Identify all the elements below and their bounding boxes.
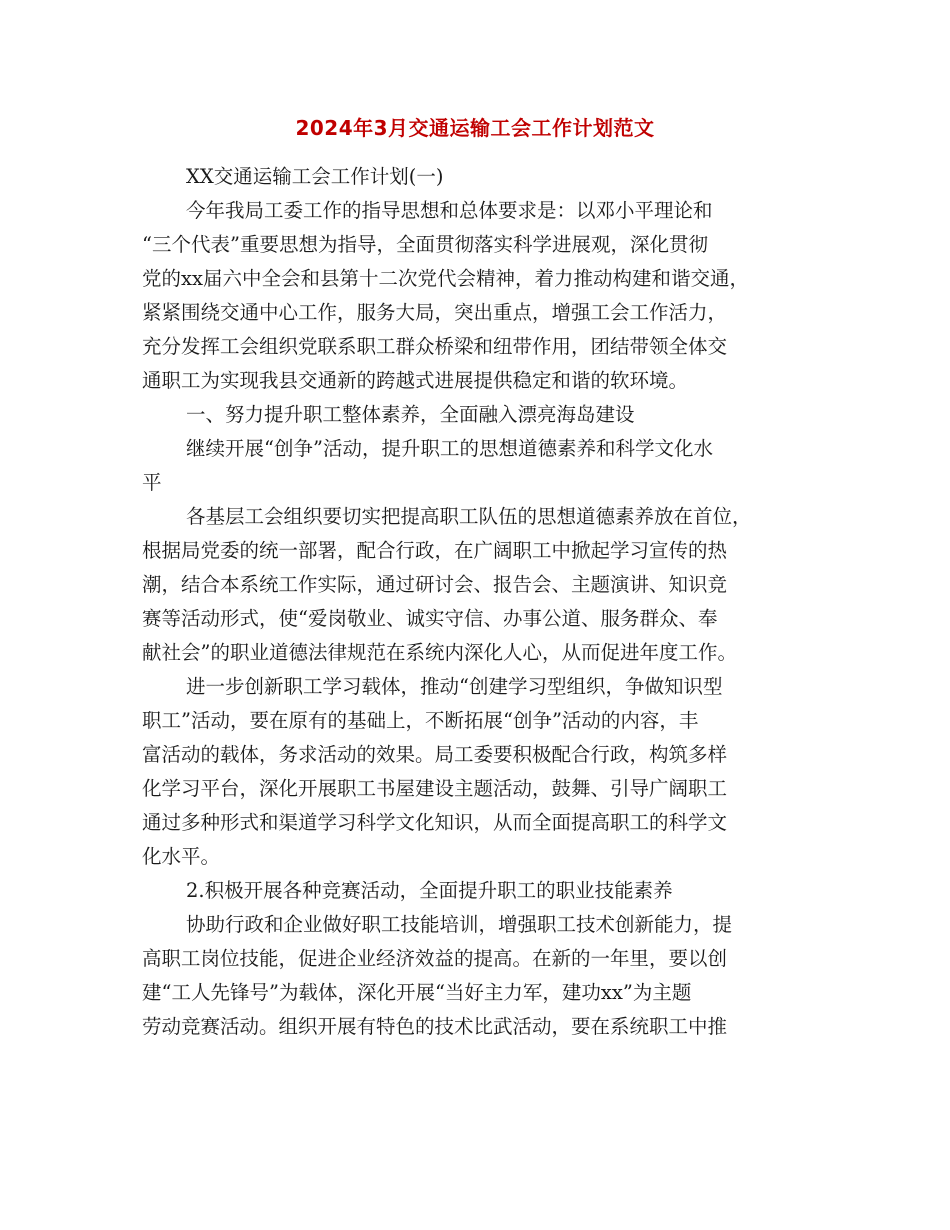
text-line: 进一步创新职工学习载体，推动“创建学习型组织，争做知识型 (186, 675, 723, 698)
text-line: 劳动竞赛活动。组织开展有特色的技术比武活动，要在系统职工中推 (142, 1015, 728, 1038)
text-line: 赛等活动形式，使“爱岗敬业、诚实守信、办事公道、服务群众、奉 (142, 607, 718, 630)
text-line: 根据局党委的统一部署，配合行政，在广阔职工中掀起学习宣传的热 (142, 539, 728, 562)
text-line: 平 (142, 471, 162, 494)
text-line: 通职工为实现我县交通新的跨越式进展提供稳定和谐的软环境。 (142, 369, 689, 392)
text-line: 2.积极开展各种竞赛活动，全面提升职工的职业技能素养 (186, 879, 673, 902)
document-title: 2024年3月交通运输工会工作计划范文 (295, 116, 655, 140)
text-line: 富活动的载体，务求活动的效果。局工委要积极配合行政，构筑多样 (142, 743, 728, 766)
text-line: XX交通运输工会工作计划(一) (186, 165, 444, 188)
text-line: 化水平。 (142, 845, 221, 868)
text-line: 充分发挥工会组织党联系职工群众桥梁和纽带作用，团结带领全体交 (142, 335, 728, 358)
text-line: 今年我局工委工作的指导思想和总体要求是：以邓小平理论和 (186, 199, 713, 222)
text-line: 职工”活动，要在原有的基础上，不断拓展“创争”活动的内容，丰 (142, 709, 699, 732)
text-line: 党的xx届六中全会和县第十二次党代会精神，着力推动构建和谐交通， (142, 267, 749, 290)
text-line: 继续开展“创争”活动，提升职工的思想道德素养和科学文化水 (186, 437, 713, 460)
text-line: 献社会”的职业道德法律规范在系统内深化人心，从而促进年度工作。 (142, 641, 737, 664)
text-line: 协助行政和企业做好职工技能培训，增强职工技术创新能力，提 (186, 913, 733, 936)
text-line: 各基层工会组织要切实把提高职工队伍的思想道德素养放在首位， (186, 505, 752, 528)
text-line: 化学习平台，深化开展职工书屋建设主题活动，鼓舞、引导广阔职工 (142, 777, 728, 800)
text-line: 高职工岗位技能，促进企业经济效益的提高。在新的一年里，要以创 (142, 947, 728, 970)
text-line: “三个代表”重要思想为指导，全面贯彻落实科学进展观，深化贯彻 (142, 233, 708, 256)
text-line: 通过多种形式和渠道学习科学文化知识，从而全面提高职工的科学文 (142, 811, 728, 834)
text-line: 一、努力提升职工整体素养，全面融入漂亮海岛建设 (186, 403, 635, 426)
document-body (142, 160, 814, 1044)
text-line: 紧紧围绕交通中心工作，服务大局，突出重点，增强工会工作活力， (142, 301, 728, 324)
text-line: 潮，结合本系统工作实际，通过研讨会、报告会、主题演讲、知识竞 (142, 573, 728, 596)
text-line: 建“工人先锋号”为载体，深化开展“当好主力军，建功xx”为主题 (142, 981, 692, 1004)
